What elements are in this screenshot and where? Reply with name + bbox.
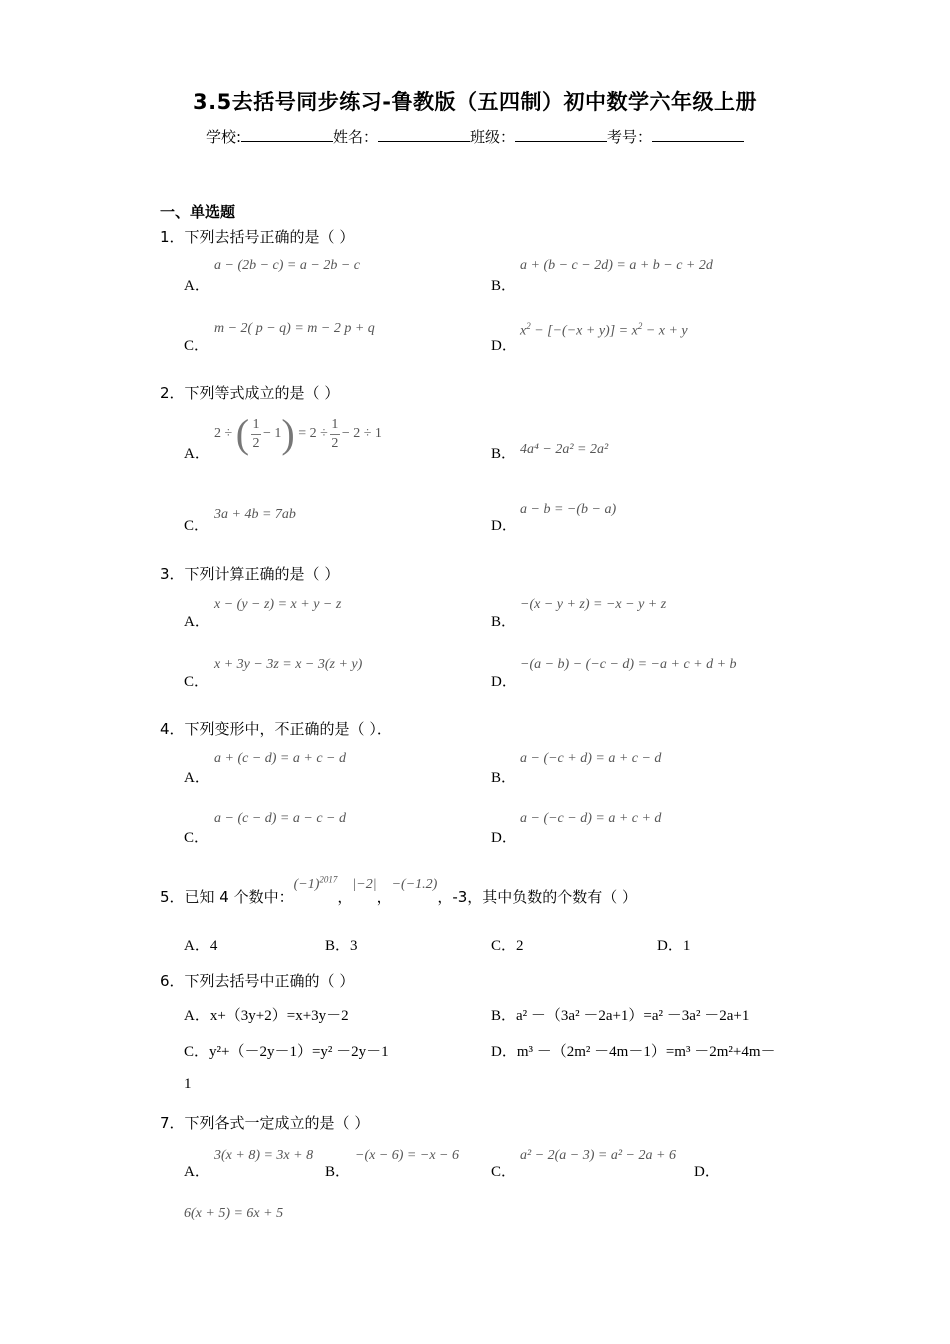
q2-option-d-math: a − b = −(b − a) bbox=[520, 502, 617, 517]
school-blank[interactable] bbox=[241, 128, 333, 142]
q1-stem: 1．下列去括号正确的是（ ） bbox=[160, 228, 355, 246]
q5-option-d[interactable]: D．1 bbox=[657, 938, 691, 954]
q3-option-c-math: x + 3y − 3z = x − 3(z + y) bbox=[214, 657, 363, 672]
class-blank[interactable] bbox=[515, 128, 607, 142]
q2-option-a-math: 2 ÷ ( $\frac{1}{2}$ − 1) = 2 ÷ $\frac{1}{2}$ − 2 ÷ 1 bbox=[214, 411, 382, 456]
q1-option-d-math: $x^2 - [-(-x + y)] = x^2 - x + y$ bbox=[520, 321, 688, 339]
class-label: 班级： bbox=[470, 128, 516, 146]
q3-option-d-math: −(a − b) − (−c − d) = −a + c + d + b bbox=[520, 657, 737, 672]
q5-number-3: −(−1.2) bbox=[391, 877, 438, 892]
q6-stem: 6．下列去括号中正确的（ ） bbox=[160, 972, 355, 990]
q4-option-b-label[interactable]: B． bbox=[491, 770, 517, 786]
q7-option-c-label[interactable]: C． bbox=[491, 1164, 517, 1180]
q2-option-b-label[interactable]: B． bbox=[491, 446, 517, 462]
q2-stem: 2．下列等式成立的是（ ） bbox=[160, 384, 340, 402]
q6-option-a[interactable]: A．x+（3y+2）=x+3y－2 bbox=[184, 1008, 349, 1024]
q1-option-c-math: m − 2( p − q) = m − 2 p + q bbox=[214, 321, 375, 336]
q2-option-b-math: 4a⁴ − 2a² = 2a² bbox=[520, 442, 609, 457]
page-title: 3.5去括号同步练习-鲁教版（五四制）初中数学六年级上册 bbox=[193, 90, 757, 114]
q1-option-b-label[interactable]: B． bbox=[491, 278, 517, 294]
q3-option-c-label[interactable]: C． bbox=[184, 674, 210, 690]
q1-option-c-label[interactable]: C． bbox=[184, 338, 210, 354]
school-label: 学校: bbox=[205, 128, 241, 146]
q5-option-b[interactable]: B．3 bbox=[325, 938, 358, 954]
q4-stem: 4．下列变形中，不正确的是（ ）． bbox=[160, 720, 392, 738]
q7-option-d-label[interactable]: D． bbox=[694, 1164, 720, 1180]
q1-option-b-math: a + (b − c − 2d) = a + b − c + 2d bbox=[520, 258, 713, 273]
q7-option-b-math: −(x − 6) = −x − 6 bbox=[355, 1148, 459, 1163]
q2-option-c-math: 3a + 4b = 7ab bbox=[214, 507, 296, 522]
q4-option-a-math: a + (c − d) = a + c − d bbox=[214, 751, 346, 766]
exam-no-label: 考号： bbox=[607, 128, 653, 146]
q3-stem: 3．下列计算正确的是（ ） bbox=[160, 565, 340, 583]
q3-option-b-label[interactable]: B． bbox=[491, 614, 517, 630]
q5-stem: 5．已知 4 个数中：$(-1)^{2017}$，|−2|，−(−1.2)，-3，其中负数的个数有（ ） bbox=[160, 874, 638, 906]
q1-option-a-label[interactable]: A． bbox=[184, 278, 210, 294]
q5-option-a[interactable]: A．4 bbox=[184, 938, 218, 954]
section-heading: 一、单选题 bbox=[160, 203, 236, 221]
q7-option-b-label[interactable]: B． bbox=[325, 1164, 351, 1180]
q6-option-b[interactable]: B．a² －（3a² －2a+1）=a² －3a² －2a+1 bbox=[491, 1008, 750, 1024]
q7-option-d-math: 6(x + 5) = 6x + 5 bbox=[184, 1206, 284, 1221]
q1-option-d-label[interactable]: D． bbox=[491, 338, 517, 354]
q2-option-a-label[interactable]: A． bbox=[184, 446, 210, 462]
q7-option-a-label[interactable]: A． bbox=[184, 1164, 210, 1180]
q4-option-d-math: a − (−c − d) = a + c + d bbox=[520, 811, 662, 826]
q4-option-a-label[interactable]: A． bbox=[184, 770, 210, 786]
q3-option-d-label[interactable]: D． bbox=[491, 674, 517, 690]
q5-option-c[interactable]: C．2 bbox=[491, 938, 524, 954]
q6-option-c[interactable]: C．y²+（－2y－1）=y² －2y－1 bbox=[184, 1044, 389, 1060]
student-info-line bbox=[0, 126, 950, 147]
q3-option-a-math: x − (y − z) = x + y − z bbox=[214, 597, 342, 612]
q7-option-a-math: 3(x + 8) = 3x + 8 bbox=[214, 1148, 314, 1163]
exam-no-blank[interactable] bbox=[652, 128, 744, 142]
q4-option-c-math: a − (c − d) = a − c − d bbox=[214, 811, 346, 826]
name-label: 姓名： bbox=[333, 128, 379, 146]
q4-option-d-label[interactable]: D． bbox=[491, 830, 517, 846]
q6-option-d-wrap: 1 bbox=[184, 1076, 192, 1092]
q2-option-d-label[interactable]: D． bbox=[491, 518, 517, 534]
q5-number-2: |−2| bbox=[352, 877, 377, 892]
q3-option-b-math: −(x − y + z) = −x − y + z bbox=[520, 597, 667, 612]
q3-option-a-label[interactable]: A． bbox=[184, 614, 210, 630]
q5-number-1: $(-1)^{2017}$ bbox=[293, 874, 338, 892]
q2-option-c-label[interactable]: C． bbox=[184, 518, 210, 534]
q7-stem: 7．下列各式一定成立的是（ ） bbox=[160, 1114, 370, 1132]
name-blank[interactable] bbox=[378, 128, 470, 142]
q7-option-c-math: a² − 2(a − 3) = a² − 2a + 6 bbox=[520, 1148, 676, 1163]
q4-option-c-label[interactable]: C． bbox=[184, 830, 210, 846]
q4-option-b-math: a − (−c + d) = a + c − d bbox=[520, 751, 662, 766]
q1-option-a-math: a − (2b − c) = a − 2b − c bbox=[214, 258, 360, 273]
q6-option-d[interactable]: D．m³ －（2m² －4m－1）=m³ －2m²+4m－ bbox=[491, 1044, 776, 1060]
